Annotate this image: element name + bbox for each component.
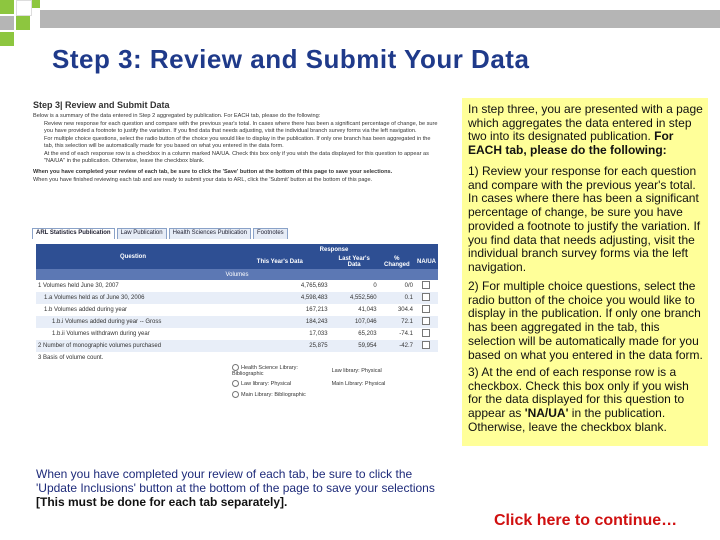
row-pct: 72.1	[379, 316, 415, 328]
row-question: 2 Number of monographic volumes purchased	[36, 340, 230, 352]
section-volumes: Volumes	[36, 269, 438, 280]
row-question: 1.b Volumes added during year	[44, 307, 128, 313]
row-this: 167,213	[305, 307, 328, 313]
instruction-item-3	[468, 366, 706, 435]
naua-checkbox[interactable]	[422, 305, 430, 313]
row-last: 4,552,560	[330, 292, 379, 304]
basis-option-value: Main Library: Physical	[331, 380, 386, 387]
table-row	[36, 352, 438, 363]
col-last-year: Last Year's Data	[330, 255, 379, 269]
row-pct: -42.7	[379, 340, 415, 352]
footer-bold: [This must be done for each tab separately].	[36, 494, 288, 509]
intro-bold: For EACH tab, please do the following:	[468, 129, 674, 158]
row-last: 41,043	[358, 307, 377, 313]
table-row	[36, 328, 438, 340]
continue-link[interactable]: Click here to continue…	[494, 512, 678, 529]
row-this: 4,765,693	[300, 283, 328, 289]
col-this-year: This Year's Data	[230, 255, 330, 269]
footer-note	[36, 468, 456, 509]
row-pct: -74.1	[399, 331, 413, 337]
table-row	[36, 316, 438, 328]
publication-tabs	[32, 228, 290, 239]
table-row	[36, 363, 438, 378]
row-pct: 0/0	[404, 283, 413, 289]
tab-health-sciences[interactable]: Health Sciences Publication	[169, 228, 251, 239]
basis-option-label: Law library: Physical	[241, 380, 292, 387]
screenshot-note: When you have finished reviewing each tab and are ready to submit your data to ARL, click the 'Submit' button at the bottom of this page.	[33, 176, 373, 183]
row-this: 4,598,483	[230, 292, 330, 304]
item3-text: 3) At the end of each response row is a checkbox. Check this box only if you wish for the data displayed for this question to appear as	[468, 365, 689, 421]
table-row	[36, 292, 438, 304]
row-last: 107,046	[330, 316, 379, 328]
tab-footnotes[interactable]: Footnotes	[253, 228, 288, 239]
basis-radio[interactable]	[232, 391, 239, 398]
naua-checkbox[interactable]	[422, 341, 430, 349]
table-row	[36, 304, 438, 316]
col-question: Question	[36, 244, 230, 269]
row-last: 65,203	[358, 331, 377, 337]
screenshot-bullet: At the end of each response row is a checkbox in a column marked NA/UA. Check this box only if you wish the data displayed for this question to appear as "NA/UA" in the publication. Otherwise, leave the checkbox blank.	[44, 150, 429, 164]
row-question: 1.b.ii Volumes withdrawn during year	[52, 331, 150, 337]
row-question: 1.b.i Volumes added during year -- Gross	[36, 316, 230, 328]
screenshot-heading: Step 3| Review and Submit Data	[33, 100, 170, 110]
intro-text: In step three, you are presented with a page which aggregates the data entered in step two into its designated publication.	[468, 102, 703, 144]
item3-naua: 'NA/UA'	[524, 406, 569, 421]
naua-checkbox[interactable]	[422, 329, 430, 337]
basis-option-value: Law library: Physical	[331, 367, 382, 374]
col-naua: NA/UA	[415, 255, 438, 269]
survey-screenshot	[30, 98, 444, 450]
basis-radio[interactable]	[232, 380, 239, 387]
table-row	[36, 280, 438, 292]
table-row	[36, 340, 438, 352]
tab-arl-statistics[interactable]: ARL Statistics Publication	[32, 228, 115, 239]
row-pct: 0.1	[379, 292, 415, 304]
response-header: Response	[230, 244, 438, 255]
basis-option-label: Main Library: Bibliographic	[241, 391, 306, 398]
footer-text: When you have completed your review of each tab, be sure to click the 'Update Inclusions' button at the bottom of the page to save your selections	[36, 467, 435, 495]
table-row	[36, 378, 438, 389]
tab-law[interactable]: Law Publication	[117, 228, 167, 239]
item3-text: in the publication. Otherwise, leave the checkbox blank.	[468, 406, 667, 434]
screenshot-bullet: For multiple choice questions, select the radio button of the choice you would like to display in the publication. If only one branch has been aggregated in the tab, this selection will be automatically made for you based on what you entered in the data form.	[44, 135, 431, 149]
row-question: 1.a Volumes held as of June 30, 2006	[36, 292, 230, 304]
response-table	[36, 244, 438, 400]
instruction-item-2: 2) For multiple choice questions, select the radio button of the choice you would like to display in the publication. If only one branch has been aggregated in the tab, this selection will be automatically made for you based on what you entered in the data form.	[468, 279, 703, 362]
screenshot-intro: Below is a summary of the data entered in Step 2 aggregated by publication. For EACH tab, please do the following:	[33, 113, 321, 119]
basis-option-label: Health Science Library: Bibliographic	[232, 364, 298, 377]
naua-checkbox[interactable]	[422, 293, 430, 301]
screenshot-note: When you have completed your review of each tab, be sure to click the 'Save' button at the bottom of this page to save your selections.	[33, 168, 393, 175]
row-question: 3 Basis of volume count.	[38, 354, 104, 361]
slide-title: Step 3: Review and Submit Your Data	[52, 44, 530, 74]
naua-checkbox[interactable]	[422, 317, 430, 325]
screenshot-bullet: Review new response for each question and compare with the previous year's total. In cases where there has been a significant percentage of change, be sure you have provided a footnote to justify the variation. If you find data that needs adjusting, visit the individual branch survey forms via the left navigation.	[44, 120, 438, 134]
row-last: 59,954	[330, 340, 379, 352]
row-this: 17,033	[309, 331, 328, 337]
instruction-item-1: 1) Review your response for each question and compare with the previous year's total. In cases where there has been a significant percentage of change, be sure you have provided a footnote to justify the variation. If you find data that needs adjusting, visit the individual branch survey forms via the left navigation.	[468, 164, 701, 274]
row-this: 184,243	[230, 316, 330, 328]
row-this: 25,875	[230, 340, 330, 352]
row-question: 1 Volumes held June 30, 2007	[38, 283, 119, 289]
basis-radio[interactable]	[232, 364, 239, 371]
naua-checkbox[interactable]	[422, 281, 430, 289]
row-last: 0	[373, 283, 377, 289]
table-row	[36, 389, 438, 400]
col-pct: % Changed	[379, 255, 415, 269]
row-pct: 304.4	[397, 307, 413, 313]
title-bar	[40, 10, 720, 28]
instruction-intro	[468, 103, 706, 158]
